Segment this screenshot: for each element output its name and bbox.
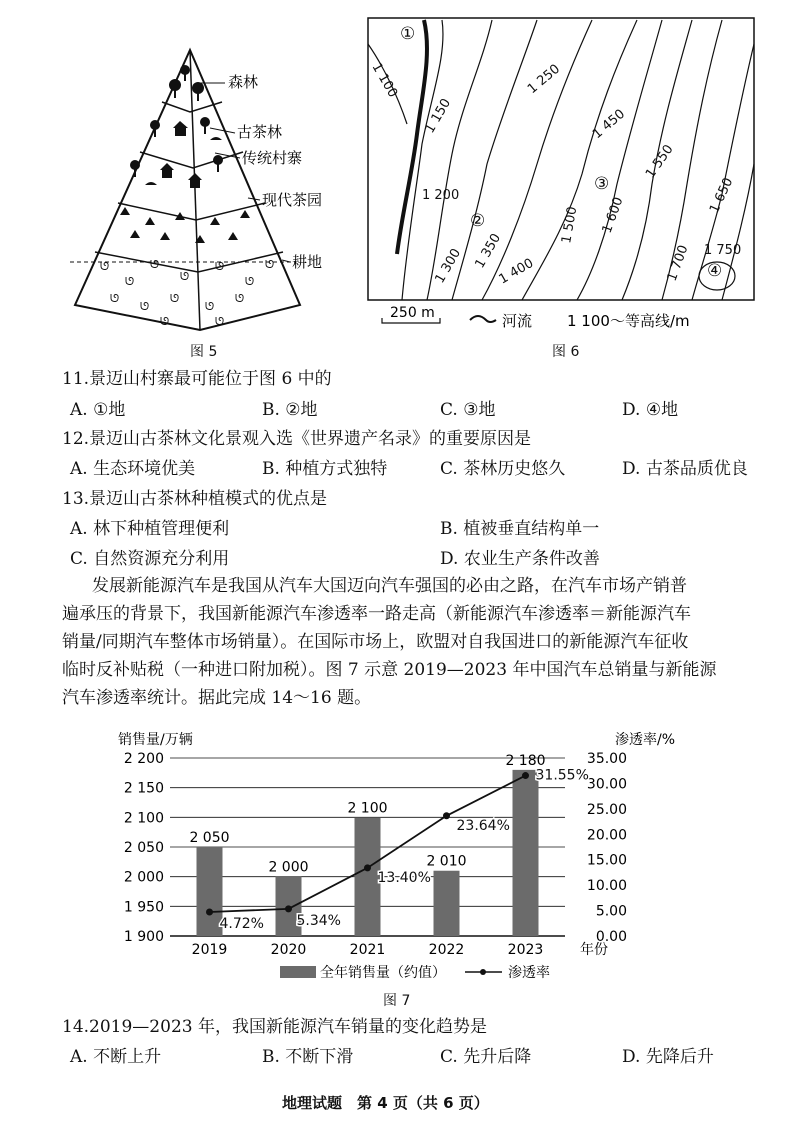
- svg-text:ᘎ: ᘎ: [170, 292, 180, 305]
- bar-2023: [513, 770, 539, 936]
- contour-1700: 1 700: [664, 243, 692, 284]
- line-label-2020: 5.34%: [296, 912, 341, 929]
- svg-text:ᘎ: ᘎ: [245, 275, 255, 288]
- y-tick-right: 15.00: [586, 852, 627, 869]
- line-point-2023: [522, 772, 529, 779]
- legend-line: 渗透率: [508, 965, 550, 981]
- bar-label-2019: 2 050: [189, 830, 230, 846]
- y-tick-left: 2 100: [123, 810, 164, 827]
- bar-label-2022: 2 010: [426, 853, 467, 870]
- figure-5-caption: 图 5: [190, 344, 218, 360]
- point-2: ②: [470, 211, 486, 231]
- svg-text:ᘎ: ᘎ: [205, 300, 215, 313]
- question-number: 12.: [62, 429, 90, 449]
- contour-1550: 1 550: [642, 142, 677, 182]
- contour-1650: 1 650: [707, 175, 737, 216]
- y-axis-label-left: 销售量/万辆: [118, 732, 193, 748]
- x-axis-label: 年份: [580, 942, 608, 958]
- option-12c[interactable]: C. 茶林历史悠久: [440, 459, 566, 479]
- legend-contour: 1 100～等高线/m: [567, 312, 690, 330]
- legend-bar-swatch: [280, 966, 316, 978]
- option-14d[interactable]: D. 先降后升: [622, 1047, 714, 1067]
- contour-1150: 1 150: [422, 96, 455, 136]
- label-farmland: 耕地: [292, 253, 323, 271]
- y-tick-left: 2 000: [123, 869, 164, 886]
- y-tick-right: 30.00: [586, 776, 627, 793]
- question-stem: 景迈山村寨最可能位于图 6 中的: [89, 369, 332, 389]
- y-axis-left-ticks: [124, 751, 164, 945]
- passage-line: 遍承压的背景下，我国新能源汽车渗透率一路走高（新能源汽车渗透率＝新能源汽车: [62, 604, 691, 624]
- y-tick-right: 0.00: [595, 929, 627, 945]
- contour-1400: 1 400: [496, 255, 537, 288]
- x-tick-2021: 2021: [349, 942, 386, 958]
- question-11: [62, 368, 332, 390]
- passage: [62, 572, 762, 712]
- option-13c[interactable]: C. 自然资源充分利用: [70, 549, 230, 569]
- option-13d[interactable]: D. 农业生产条件改善: [440, 549, 600, 569]
- question-13: [62, 488, 327, 510]
- question-14: [62, 1016, 487, 1038]
- x-tick-2019: 2019: [191, 942, 228, 958]
- bar-2022: [434, 871, 460, 936]
- y-tick-right: 25.00: [586, 801, 627, 818]
- bar-label-2023: 2 180: [505, 752, 546, 769]
- passage-line: 临时反补贴税（一种进口附加税）。图 7 示意 2019—2023 年中国汽车总销量与新能源: [62, 660, 717, 680]
- svg-text:ᘎ: ᘎ: [215, 260, 225, 273]
- label-forest: 森林: [228, 73, 259, 91]
- line-label-2022: 23.64%: [456, 817, 510, 834]
- y-axis-right-ticks: [587, 751, 627, 945]
- option-13b[interactable]: B. 植被垂直结构单一: [440, 519, 600, 539]
- contour-1750: 1 750: [704, 243, 742, 258]
- svg-text:ᘎ: ᘎ: [265, 258, 275, 271]
- y-tick-right: 5.00: [595, 903, 627, 920]
- x-tick-2020: 2020: [270, 942, 307, 958]
- question-number: 14.: [62, 1017, 90, 1037]
- line-point-2020: [285, 905, 292, 912]
- option-12a[interactable]: A. 生态环境优美: [70, 459, 196, 479]
- svg-text:ᘎ: ᘎ: [160, 315, 170, 328]
- svg-text:ᘎ: ᘎ: [110, 292, 120, 305]
- contour-1450: 1 450: [589, 106, 629, 143]
- x-tick-2022: 2022: [428, 942, 465, 958]
- line-point-2022: [443, 812, 450, 819]
- y-tick-left: 1 950: [123, 899, 164, 916]
- passage-line: 汽车渗透率统计。据此完成 14～16 题。: [62, 688, 372, 708]
- scale-bar-label: 250 m: [390, 305, 435, 321]
- page-footer: 地理试题 第 4 页（共 6 页）: [282, 1094, 489, 1112]
- option-11c[interactable]: C. ③地: [440, 400, 496, 420]
- figure-7-chart: [110, 728, 710, 1008]
- contour-1600: 1 600: [599, 195, 627, 236]
- figure-6: [362, 14, 762, 334]
- y-tick-left: 2 200: [123, 751, 164, 767]
- option-12b[interactable]: B. 种植方式独特: [262, 459, 388, 479]
- question-stem: 景迈山古茶林文化景观入选《世界遗产名录》的重要原因是: [89, 429, 532, 449]
- x-tick-2023: 2023: [507, 942, 544, 958]
- option-12d[interactable]: D. 古茶品质优良: [622, 459, 748, 479]
- option-14b[interactable]: B. 不断下滑: [262, 1047, 354, 1067]
- bar-label-2021: 2 100: [347, 800, 388, 817]
- option-14a[interactable]: A. 不断上升: [70, 1047, 162, 1067]
- svg-text:ᘎ: ᘎ: [125, 275, 135, 288]
- x-axis-ticks: [192, 942, 544, 958]
- bar-label-2020: 2 000: [268, 859, 309, 876]
- svg-text:ᘎ: ᘎ: [100, 260, 110, 273]
- contour-1250: 1 250: [524, 61, 564, 98]
- option-14c[interactable]: C. 先升后降: [440, 1047, 532, 1067]
- line-label-2023: 31.55%: [535, 767, 589, 784]
- svg-text:ᘎ: ᘎ: [180, 270, 190, 283]
- svg-text:ᘎ: ᘎ: [235, 292, 245, 305]
- figure-6-caption: 图 6: [552, 344, 580, 360]
- question-number: 13.: [62, 489, 90, 509]
- svg-text:ᘎ: ᘎ: [150, 258, 160, 271]
- contour-1200: 1 200: [422, 188, 460, 203]
- y-tick-left: 2 050: [123, 840, 164, 856]
- line-point-2021: [364, 864, 371, 871]
- y-tick-right: 20.00: [586, 827, 627, 844]
- question-stem: 景迈山古茶林种植模式的优点是: [89, 489, 328, 509]
- svg-text:ᘎ: ᘎ: [140, 300, 150, 313]
- point-3: ③: [594, 174, 610, 194]
- y-axis-label-right: 渗透率/%: [615, 732, 676, 748]
- y-tick-right: 35.00: [586, 751, 627, 767]
- line-label-2019: 4.72%: [219, 915, 264, 932]
- label-modern-tea-garden: 现代茶园: [262, 191, 323, 209]
- contour-1100: 1 100: [368, 60, 401, 101]
- label-traditional-village: 传统村寨: [242, 149, 303, 167]
- figure-7-caption: 图 7: [383, 993, 411, 1009]
- line-label-2021: 13.40%: [377, 869, 431, 886]
- svg-text:ᘎ: ᘎ: [215, 315, 225, 328]
- option-11b[interactable]: B. ②地: [262, 400, 318, 420]
- y-tick-left: 2 150: [123, 780, 164, 797]
- label-ancient-tea-forest: 古茶林: [237, 123, 283, 141]
- passage-line: 发展新能源汽车是我国从汽车大国迈向汽车强国的必由之路，在汽车市场产销普: [92, 576, 687, 596]
- question-stem: 2019—2023 年，我国新能源汽车销量的变化趋势是: [89, 1017, 487, 1037]
- point-1: ①: [400, 24, 416, 44]
- y-tick-left: 1 900: [123, 929, 164, 945]
- legend-bar: 全年销售量（约值）: [320, 965, 446, 981]
- question-12: [62, 428, 531, 450]
- option-11a[interactable]: A. ①地: [70, 400, 126, 420]
- passage-line: 销量/同期汽车整体市场销量）。在国际市场上，欧盟对自我国进口的新能源汽车征收: [62, 632, 689, 652]
- option-13a[interactable]: A. 林下种植管理便利: [70, 519, 230, 539]
- contour-1300: 1 300: [432, 246, 465, 286]
- legend-river: 河流: [502, 312, 533, 330]
- figure-5: [50, 40, 360, 340]
- line-point-2019: [206, 908, 213, 915]
- question-number: 11.: [62, 369, 90, 389]
- option-11d[interactable]: D. ④地: [622, 400, 679, 420]
- point-4: ④: [707, 261, 723, 281]
- y-tick-right: 10.00: [586, 878, 627, 895]
- contour-1350: 1 350: [472, 231, 505, 271]
- contour-1500: 1 500: [559, 205, 581, 245]
